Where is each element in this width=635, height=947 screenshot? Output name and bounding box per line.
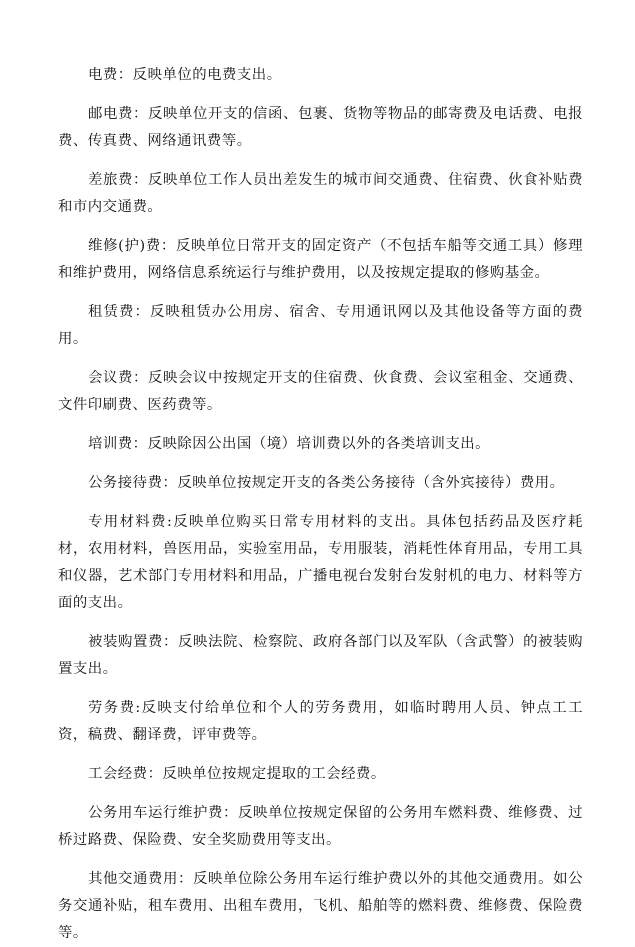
paragraph-postal: 邮电费：反映单位开支的信函、包裹、货物等物品的邮寄费及电话费、电报费、传真费、网络通讯费等。 [58, 106, 583, 149]
paragraph-travel: 差旅费：反映单位工作人员出差发生的城市间交通费、住宿费、伙食补贴费和市内交通费。 [58, 172, 583, 215]
paragraph-reception: 公务接待费：反映单位按规定开支的各类公务接待（含外宾接待）费用。 [88, 475, 565, 491]
paragraph-other-transport: 其他交通费用：反映单位除公务用车运行维护费以外的其他交通费用。如公务交通补贴，租车费用、出租车费用，飞机、船舶等的燃料费、维修费、保险费等。 [58, 871, 583, 941]
paragraph-maintenance: 维修(护)费：反映单位日常开支的固定资产（不包括车船等交通工具）修理和维护费用，网络信息系统运行与维护费用，以及按规定提取的修购基金。 [58, 238, 583, 281]
paragraph-labor: 劳务费:反映支付给单位和个人的劳务费用，如临时聘用人员、钟点工工资，稿费、翻译费，评审费等。 [58, 700, 583, 743]
paragraph-electricity: 电费：反映单位的电费支出。 [88, 67, 282, 83]
paragraph-uniforms: 被装购置费：反映法院、检察院、政府各部门以及军队（含武警）的被装购置支出。 [58, 634, 583, 677]
paragraph-special-materials: 专用材料费:反映单位购买日常专用材料的支出。具体包括药品及医疗耗材，农用材料，兽医用品，实验室用品，专用服装，消耗性体育用品，专用工具和仪器，艺术部门专用材料和用品，广播电视台发射台发射机的电力、材料等方面的支出。 [58, 514, 583, 611]
paragraph-meeting: 会议费：反映会议中按规定开支的住宿费、伙食费、会议室租金、交通费、文件印刷费、医药费等。 [58, 370, 583, 413]
paragraph-official-vehicle: 公务用车运行维护费：反映单位按规定保留的公务用车燃料费、维修费、过桥过路费、保险费、安全奖励费用等支出。 [58, 805, 583, 848]
paragraph-training: 培训费：反映除因公出国（境）培训费以外的各类培训支出。 [88, 436, 491, 452]
paragraph-rental: 租赁费：反映租赁办公用房、宿舍、专用通讯网以及其他设备等方面的费用。 [58, 304, 583, 347]
paragraph-union: 工会经费：反映单位按规定提取的工会经费。 [88, 766, 386, 782]
